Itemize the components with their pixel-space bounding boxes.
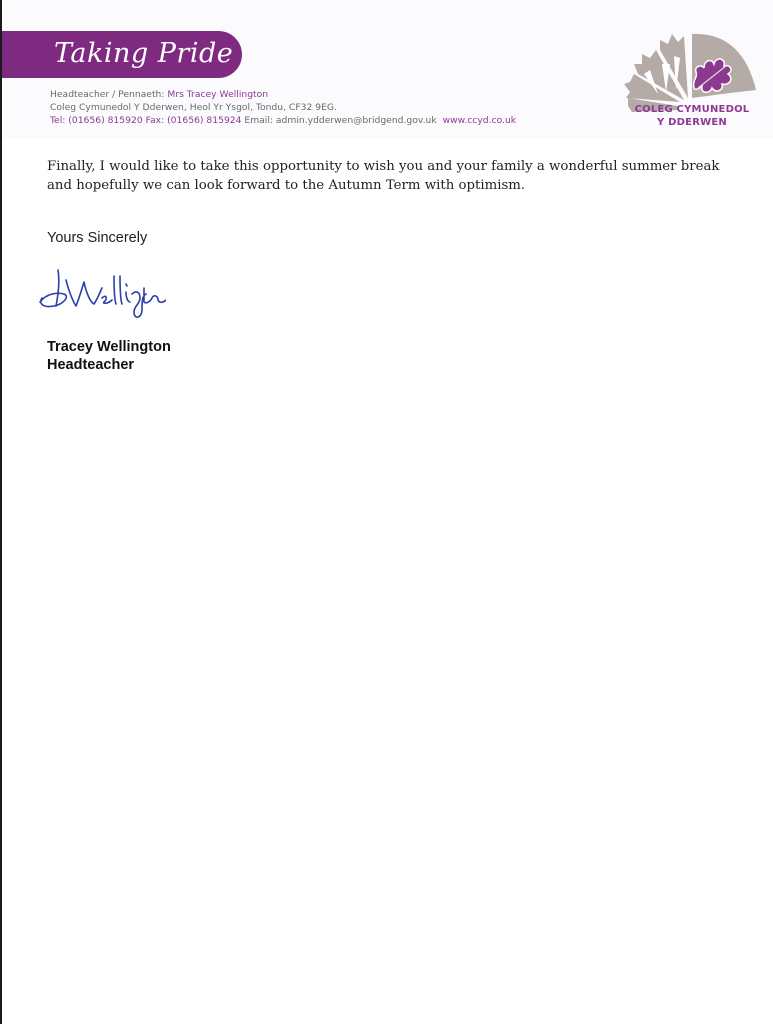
headteacher-line	[50, 88, 516, 101]
school-name-line2: Y DDERWEN	[657, 117, 727, 128]
headteacher-label: Headteacher / Pennaeth:	[50, 89, 168, 100]
signatory-name: Tracey Wellington	[47, 339, 171, 355]
contact-line	[50, 114, 516, 127]
page-left-edge	[0, 0, 2, 1024]
signatory	[47, 338, 171, 374]
banner-text: Taking Pride	[54, 38, 234, 69]
signature-icon	[36, 262, 166, 324]
contact-details	[50, 88, 516, 127]
email[interactable]: Email: admin.ydderwen@bridgend.gov.uk	[241, 115, 437, 126]
address-line: Coleg Cymunedol Y Dderwen, Heol Yr Ysgol, Tondu, CF32 9EG.	[50, 102, 337, 113]
website-link[interactable]: www.ccyd.co.uk	[442, 115, 517, 126]
letter-body: Finally, I would like to take this opportunity to wish you and your family a wonderful summer break and hopefully we can look forward to the Autumn Term with optimism.	[47, 159, 720, 193]
taking-pride-banner	[2, 31, 242, 78]
headteacher-name: Mrs Tracey Wellington	[167, 89, 269, 100]
tel-fax: Tel: (01656) 815920 Fax: (01656) 815924	[50, 115, 242, 126]
school-name	[622, 103, 762, 129]
closing-salutation: Yours Sincerely	[47, 230, 148, 246]
signatory-title: Headteacher	[47, 357, 135, 373]
school-name-line1: COLEG CYMUNEDOL	[634, 104, 750, 115]
